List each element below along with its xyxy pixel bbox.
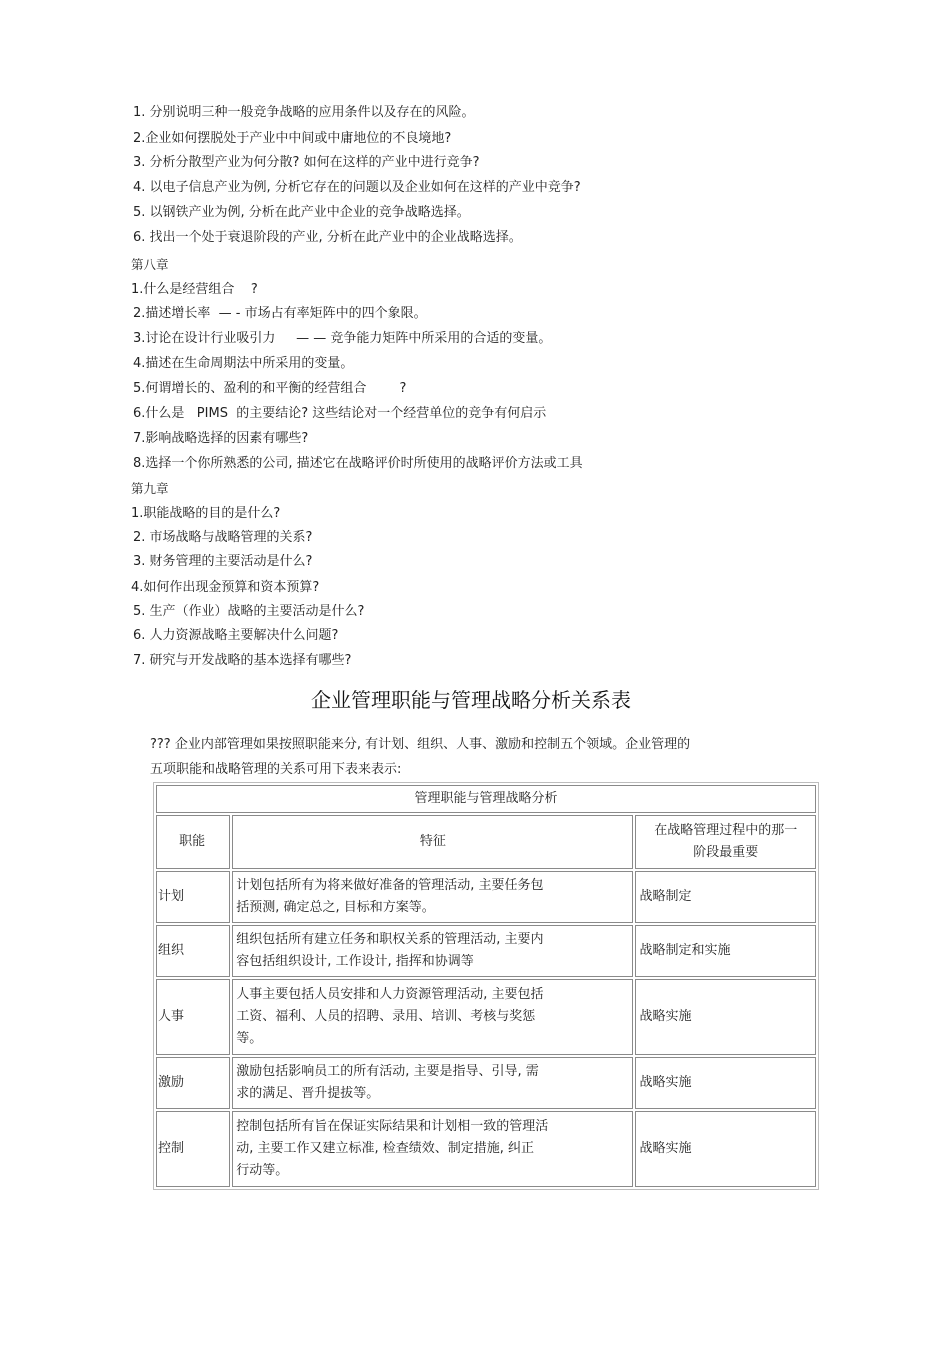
- table-header-row: [156, 815, 816, 869]
- row-features: [232, 1057, 633, 1109]
- table-caption: 管理职能与管理战略分析: [156, 785, 816, 813]
- table-row: [156, 871, 816, 923]
- row-function: 组织: [156, 925, 230, 977]
- question-item: 1.职能战略的目的是什么?: [131, 506, 281, 521]
- header-function: 职能: [156, 815, 230, 869]
- feature-line: 工资、福利、人员的招聘、录用、培训、考核与奖惩: [236, 1009, 536, 1024]
- row-function: 激励: [156, 1057, 230, 1109]
- feature-line: 括预测, 确定总之, 目标和方案等。: [236, 900, 435, 915]
- analysis-table: [153, 782, 819, 1190]
- question-item: 6. 人力资源战略主要解决什么问题?: [133, 628, 339, 643]
- row-function: 控制: [156, 1111, 230, 1187]
- feature-line: 组织包括所有建立任务和职权关系的管理活动, 主要内: [236, 932, 544, 947]
- feature-line: 计划包括所有为将来做好准备的管理活动, 主要任务包: [236, 878, 544, 893]
- row-stage: 战略制定和实施: [635, 925, 816, 977]
- row-features: [232, 925, 633, 977]
- row-stage: 战略实施: [635, 1111, 816, 1187]
- row-stage: 战略实施: [635, 1057, 816, 1109]
- document-title: 企业管理职能与管理战略分析关系表: [311, 688, 631, 712]
- question-item: 6. 找出一个处于衰退阶段的产业, 分析在此产业中的企业战略选择。: [133, 230, 522, 245]
- question-item: 8.选择一个你所熟悉的公司, 描述它在战略评价时所使用的战略评价方法或工具: [133, 456, 583, 471]
- question-item: 2. 市场战略与战略管理的关系?: [133, 530, 313, 545]
- table-row: [156, 925, 816, 977]
- header-features: 特征: [232, 815, 633, 869]
- table-row: [156, 1057, 816, 1109]
- question-item: 1.什么是经营组合 ?: [131, 282, 258, 297]
- question-item: 4. 以电子信息产业为例, 分析它存在的问题以及企业如何在这样的产业中竞争?: [133, 180, 581, 195]
- question-item: 5. 以钢铁产业为例, 分析在此产业中企业的竞争战略选择。: [133, 205, 470, 220]
- feature-line: 行动等。: [236, 1163, 289, 1178]
- chapter-heading: 第八章: [131, 257, 169, 272]
- row-function: 计划: [156, 871, 230, 923]
- row-stage: 战略实施: [635, 979, 816, 1055]
- question-item: 6.什么是 PIMS 的主要结论? 这些结论对一个经营单位的竞争有何启示: [133, 406, 547, 421]
- question-item: 1. 分别说明三种一般竞争战略的应用条件以及存在的风险。: [133, 105, 475, 120]
- question-item: 5. 生产（作业）战略的主要活动是什么?: [133, 604, 365, 619]
- feature-line: 激励包括影响员工的所有活动, 主要是指导、引导, 需: [236, 1064, 539, 1079]
- table-row: [156, 979, 816, 1055]
- intro-line: ??? 企业内部管理如果按照职能来分, 有计划、组织、人事、激励和控制五个领域。企业管理的: [150, 737, 691, 752]
- intro-line: 五项职能和战略管理的关系可用下表来表示:: [150, 762, 402, 777]
- header-stage-line: 阶段最重要: [693, 845, 759, 860]
- feature-line: 控制包括所有旨在保证实际结果和计划相一致的管理活: [236, 1119, 549, 1134]
- row-features: [232, 871, 633, 923]
- feature-line: 人事主要包括人员安排和人力资源管理活动, 主要包括: [236, 987, 544, 1002]
- question-item: 3.讨论在设计行业吸引力 — — 竞争能力矩阵中所采用的合适的变量。: [133, 331, 552, 346]
- row-features: [232, 979, 633, 1055]
- question-item: 5.何谓增长的、盈利的和平衡的经营组合 ?: [133, 381, 407, 396]
- question-item: 2.企业如何摆脱处于产业中中间或中庸地位的不良境地?: [133, 131, 452, 146]
- feature-line: 等。: [236, 1031, 263, 1046]
- question-item: 3. 分析分散型产业为何分散? 如何在这样的产业中进行竞争?: [133, 155, 480, 170]
- question-item: 4.描述在生命周期法中所采用的变量。: [133, 356, 354, 371]
- table-row: [156, 1111, 816, 1187]
- row-stage: 战略制定: [635, 871, 816, 923]
- feature-line: 求的满足、晋升提拔等。: [236, 1086, 380, 1101]
- header-stage-line: 在战略管理过程中的那一: [654, 823, 798, 838]
- question-item: 2.描述增长率 — - 市场占有率矩阵中的四个象限。: [133, 306, 427, 321]
- row-function: 人事: [156, 979, 230, 1055]
- chapter-heading: 第九章: [131, 481, 169, 496]
- row-features: [232, 1111, 633, 1187]
- question-item: 3. 财务管理的主要活动是什么?: [133, 554, 313, 569]
- header-stage: [635, 815, 816, 869]
- question-item: 4.如何作出现金预算和资本预算?: [131, 580, 320, 595]
- question-item: 7. 研究与开发战略的基本选择有哪些?: [133, 653, 352, 668]
- question-item: 7.影响战略选择的因素有哪些?: [133, 431, 309, 446]
- feature-line: 容包括组织设计, 工作设计, 指挥和协调等: [236, 954, 474, 969]
- feature-line: 动, 主要工作又建立标准, 检查绩效、制定措施, 纠正: [236, 1141, 535, 1156]
